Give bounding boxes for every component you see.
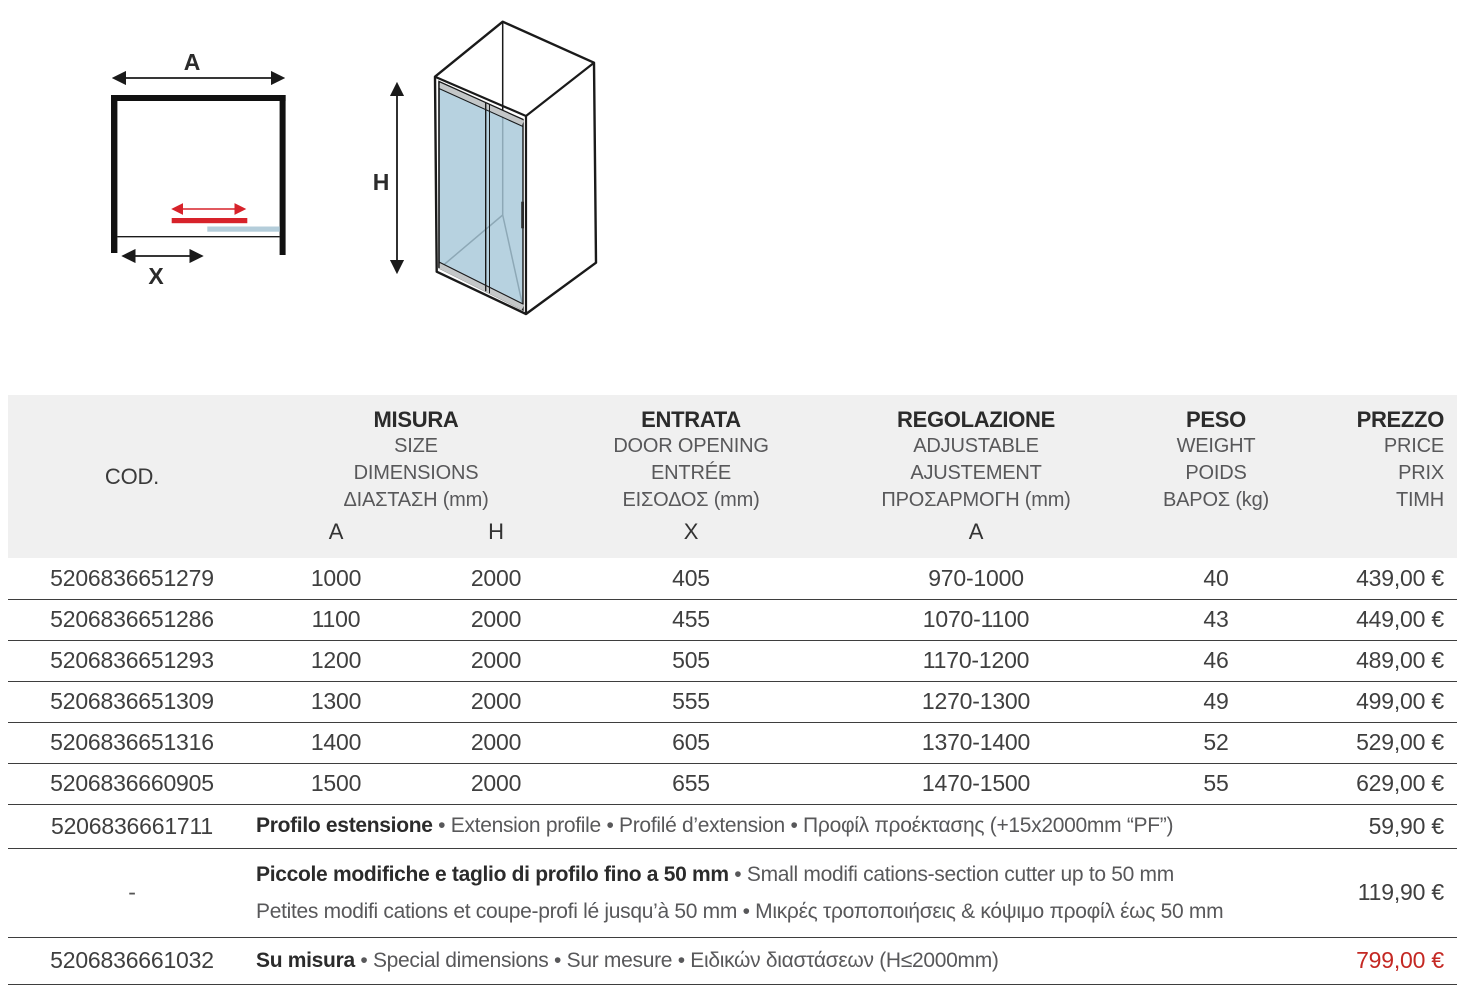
subheader-x: X: [576, 514, 806, 558]
weight-cell: 40: [1146, 558, 1286, 599]
header-line: ΤΙΜΗ: [1395, 489, 1445, 511]
description-rest: • Small modifi cations-section cutter up to 50 mm: [728, 862, 1174, 886]
description-bold: Profilo estensione: [256, 814, 433, 837]
code-cell: 5206836651316: [8, 722, 256, 763]
header-line: DIMENSIONS: [353, 462, 479, 484]
description-bold: Piccole modifiche e taglio di profilo fino a 50 mm: [256, 862, 729, 886]
price-cell: 529,00 €: [1286, 722, 1457, 763]
opening-x-cell: 655: [576, 763, 806, 804]
subheader-empty: [1286, 514, 1457, 558]
code-cell: 5206836661032: [8, 937, 256, 984]
table-row: [8, 558, 1457, 599]
header-line: POIDS: [1185, 462, 1247, 484]
size-a-cell: 1100: [256, 599, 416, 640]
table-row-special-dimensions: [8, 937, 1457, 984]
table-row: [8, 763, 1457, 804]
spec-table: [8, 395, 1457, 985]
column-header-entrata: [576, 395, 806, 514]
size-a-cell: 1300: [256, 681, 416, 722]
header-group-row: [8, 395, 1457, 514]
code-cell: 5206836651286: [8, 599, 256, 640]
opening-x-cell: 505: [576, 640, 806, 681]
code-cell: -: [8, 848, 256, 937]
table-row-small-modifications: [8, 848, 1457, 937]
header-line: ENTRÉE: [651, 462, 731, 484]
header-line: ΒΑΡΟΣ (kg): [1163, 489, 1269, 511]
size-h-cell: 2000: [416, 763, 576, 804]
table-row-extension-profile: [8, 804, 1457, 848]
size-h-cell: 2000: [416, 722, 576, 763]
size-h-cell: 2000: [416, 681, 576, 722]
table-row: [8, 640, 1457, 681]
price-cell: 499,00 €: [1286, 681, 1457, 722]
adjust-cell: 1370-1400: [806, 722, 1146, 763]
column-header-prezzo: [1286, 395, 1457, 514]
code-cell: 5206836651309: [8, 681, 256, 722]
plan-diagram: [95, 42, 310, 292]
size-h-cell: 2000: [416, 599, 576, 640]
header-line: ENTRATA: [641, 407, 741, 432]
header-line: ΔΙΑΣΤΑΣΗ (mm): [343, 489, 489, 511]
price-cell: 119,90 €: [1286, 848, 1457, 937]
header-line: DOOR OPENING: [613, 435, 769, 457]
description-rest: • Special dimensions • Sur mesure • Ειδικών διαστάσεων (H≤2000mm): [354, 948, 999, 972]
size-a-cell: 1500: [256, 763, 416, 804]
header-line: PREZZO: [1356, 407, 1445, 432]
table-row: [8, 722, 1457, 763]
price-cell: 629,00 €: [1286, 763, 1457, 804]
iso-shower-diagram: [370, 8, 610, 320]
weight-cell: 55: [1146, 763, 1286, 804]
price-cell: 449,00 €: [1286, 599, 1457, 640]
header-line: AJUSTEMENT: [910, 462, 1042, 484]
weight-cell: 46: [1146, 640, 1286, 681]
column-header-peso: [1146, 395, 1286, 514]
description-cell: [256, 937, 1286, 984]
adjust-cell: 1170-1200: [806, 640, 1146, 681]
header-line: ΕΙΣΟΔΟΣ (mm): [622, 489, 760, 511]
description-bold: Su misura: [256, 948, 355, 972]
header-line: PESO: [1186, 407, 1246, 432]
price-cell: 59,90 €: [1286, 804, 1457, 848]
adjust-cell: 1270-1300: [806, 681, 1146, 722]
subheader-a: A: [256, 514, 416, 558]
table-row: [8, 599, 1457, 640]
size-a-cell: 1400: [256, 722, 416, 763]
code-cell: 5206836660905: [8, 763, 256, 804]
weight-cell: 52: [1146, 722, 1286, 763]
header-line: WEIGHT: [1176, 435, 1256, 457]
description-rest: • Extension profile • Profilé d’extension • Προφίλ προέκτασης (+15x2000mm “PF”): [432, 814, 1174, 837]
subheader-h: H: [416, 514, 576, 558]
size-h-cell: 2000: [416, 640, 576, 681]
header-line: MISURA: [373, 407, 459, 432]
plan-width-label: A: [183, 49, 201, 75]
opening-x-cell: 555: [576, 681, 806, 722]
plan-top-wall: [111, 95, 286, 101]
header-line: ADJUSTABLE: [913, 435, 1039, 457]
weight-cell: 43: [1146, 599, 1286, 640]
description-cell: [256, 848, 1286, 937]
adjust-cell: 1470-1500: [806, 763, 1146, 804]
header-line: SIZE: [394, 435, 438, 457]
plan-sliding-door: [172, 218, 248, 223]
table-row: [8, 681, 1457, 722]
column-header-misura: [256, 395, 576, 514]
description-line-2: Petites modifi cations et coupe-profi lé jusqu’à 50 mm • Μικρές τροποποιήσεις & κόψιμο προφίλ έως 50 mm: [256, 899, 1224, 923]
plan-opening-label: X: [148, 263, 164, 289]
opening-x-cell: 455: [576, 599, 806, 640]
code-cell: 5206836651279: [8, 558, 256, 599]
size-a-cell: 1000: [256, 558, 416, 599]
plan-fixed-panel: [207, 227, 279, 232]
price-cell: 489,00 €: [1286, 640, 1457, 681]
code-cell: 5206836661711: [8, 804, 256, 848]
header-line: ΠΡΟΣΑΡΜΟΓΗ (mm): [881, 489, 1071, 511]
weight-cell: 49: [1146, 681, 1286, 722]
header-line: PRIX: [1398, 462, 1445, 484]
subheader-adjust-a: A: [806, 514, 1146, 558]
plan-right-wall: [280, 95, 286, 255]
description-line-1: [256, 856, 1286, 893]
header-line: PRICE: [1383, 435, 1445, 457]
code-cell: 5206836651293: [8, 640, 256, 681]
table-header: [8, 395, 1457, 558]
size-h-cell: 2000: [416, 558, 576, 599]
price-cell: 439,00 €: [1286, 558, 1457, 599]
header-line: REGOLAZIONE: [896, 407, 1056, 432]
size-a-cell: 1200: [256, 640, 416, 681]
opening-x-cell: 605: [576, 722, 806, 763]
subheader-empty: [1146, 514, 1286, 558]
opening-x-cell: 405: [576, 558, 806, 599]
iso-height-label: H: [372, 169, 390, 195]
price-cell-special: 799,00 €: [1286, 937, 1457, 984]
column-header-cod: COD.: [8, 395, 256, 558]
adjust-cell: 1070-1100: [806, 599, 1146, 640]
column-header-regolazione: [806, 395, 1146, 514]
adjust-cell: 970-1000: [806, 558, 1146, 599]
description-cell: [256, 804, 1286, 848]
plan-left-wall: [111, 95, 117, 253]
